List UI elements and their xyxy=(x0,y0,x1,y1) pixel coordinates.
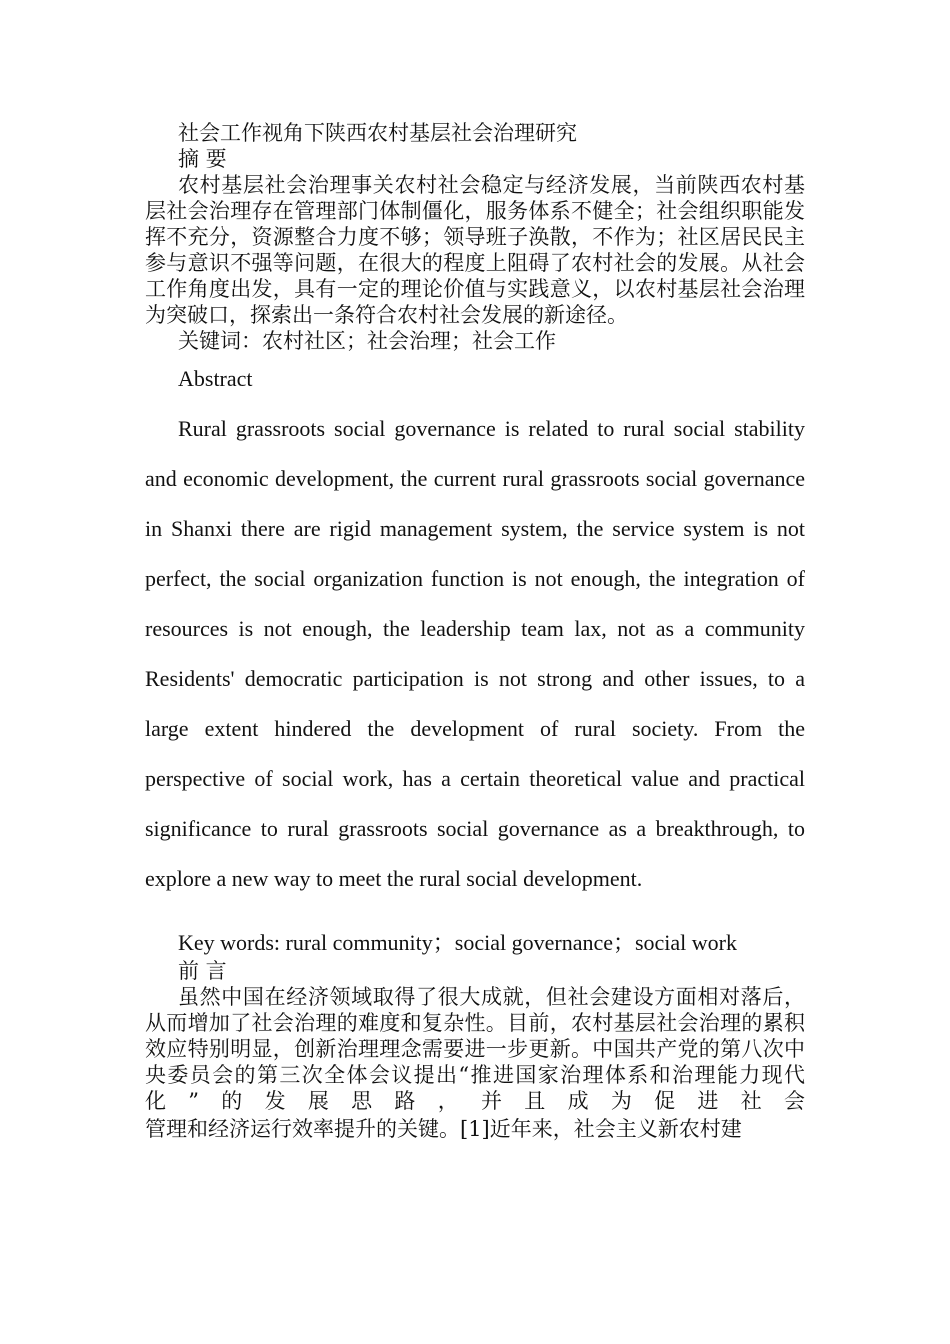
keywords-en: Key words: rural community；social governance；social work xyxy=(178,930,738,955)
abstract-en-heading: Abstract xyxy=(178,366,253,391)
abstract-en-text: Rural grassroots social governance is related to rural social stability and economic development, the current rural grassroots social governance in Shanxi there are rigid management system, the service system is not perfect, the social organization function is not enough, the integration of resources is not enough, the leadership team lax, not as a community Residents' democratic participation is not strong and other issues, to a large extent hindered the development of rural society. From the perspective of social work, has a certain theoretical value and practical significance to rural grassroots social governance as a breakthrough, to explore a new way to meet the rural social development. xyxy=(145,416,805,891)
abstract-cn-text: 农村基层社会治理事关农村社会稳定与经济发展，当前陕西农村基层社会治理存在管理部门体制僵化，服务体系不健全；社会组织职能发挥不充分，资源整合力度不够；领导班子涣散，不作为；社区居民民主参与意识不强等问题，在很大的程度上阻碍了农村社会的发展。从社会工作角度出发，具有一定的理论价值与实践意义，以农村基层社会治理为突破口，探索出一条符合农村社会发展的新途径。 xyxy=(145,173,805,327)
preface-text: 虽然中国在经济领域取得了很大成就，但社会建设方面相对落后，从而增加了社会治理的难度和复杂性。目前，农村基层社会治理的累积效应特别明显，创新治理理念需要进一步更新。中国共产党的第八次中央委员会的第三次全体会议提出“推进国家治理体系和治理能力现代化”的发展思路，并且成为促进社会 xyxy=(145,985,805,1113)
preface-heading: 前 言 xyxy=(178,959,227,983)
preface-text-continued: 管理和经济运行效率提升的关键。[1]近年来，社会主义新农村建 xyxy=(145,1117,742,1141)
document-title: 社会工作视角下陕西农村基层社会治理研究 xyxy=(178,121,577,145)
keywords-cn: 关键词：农村社区；社会治理；社会工作 xyxy=(178,329,556,353)
abstract-cn-heading: 摘 要 xyxy=(178,147,227,171)
document-content xyxy=(145,120,805,1144)
